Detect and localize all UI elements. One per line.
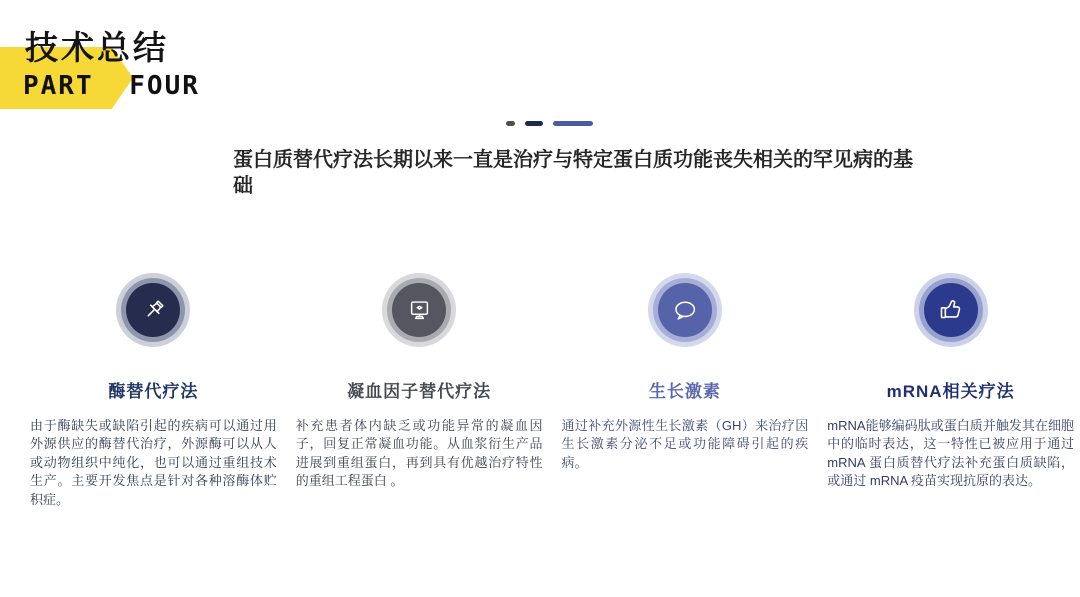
column-body: 由于酶缺失或缺陷引起的疾病可以通过用外源供应的酶替代治疗，外源酶可以从人或动物组织中纯化，也可以通过重组技术生产。主要开发焦点是针对各种溶酶体贮积症。 [30,418,277,507]
pushpin-icon [126,283,180,337]
thumbs-up-icon [924,283,978,337]
therapy-column-growth-hormone [562,265,809,509]
column-title: 酶替代疗法 [108,382,199,401]
dash-icon [506,121,515,126]
therapy-column-coagulation [296,265,543,509]
icon-wrap [924,265,978,355]
column-title: mRNA相关疗法 [886,382,1015,401]
therapy-columns [0,265,1080,509]
column-title: 凝血因子替代疗法 [347,382,492,401]
monitor-icon [392,283,446,337]
dash-icon [553,121,593,126]
divider-dashes [506,121,593,126]
column-body: 补充患者体内缺乏或功能异常的凝血因子，回复正常凝血功能。从血浆衍生产品进展到重组蛋白，再到具有优越治疗特性的重组工程蛋白 。 [295,418,543,489]
speech-bubble-icon [658,283,712,337]
column-body: mRNA能够编码肽或蛋白质并触发其在细胞中的临时表达，这一特性已被应用于通过 mRNA 蛋白质替代疗法补充蛋白质缺陷，或通过 mRNA 疫苗实现抗原的表达。 [827,418,1074,489]
therapy-column-mrna [827,265,1074,509]
column-body: 通过补充外源性生长激素（GH）来治疗因生长激素分泌不足或功能障碍引起的疾病。 [561,418,809,470]
intro-paragraph: 蛋白质替代疗法长期以来一直是治疗与特定蛋白质功能丧失相关的罕见病的基础 [233,149,913,198]
therapy-column-enzyme [30,265,277,509]
part-label: PART FOUR [23,71,200,101]
column-title: 生长激素 [648,382,721,401]
icon-wrap [658,265,712,355]
dash-icon [525,121,543,126]
page-title: 技术总结 [25,29,169,66]
icon-wrap [392,265,446,355]
icon-wrap [126,265,180,355]
